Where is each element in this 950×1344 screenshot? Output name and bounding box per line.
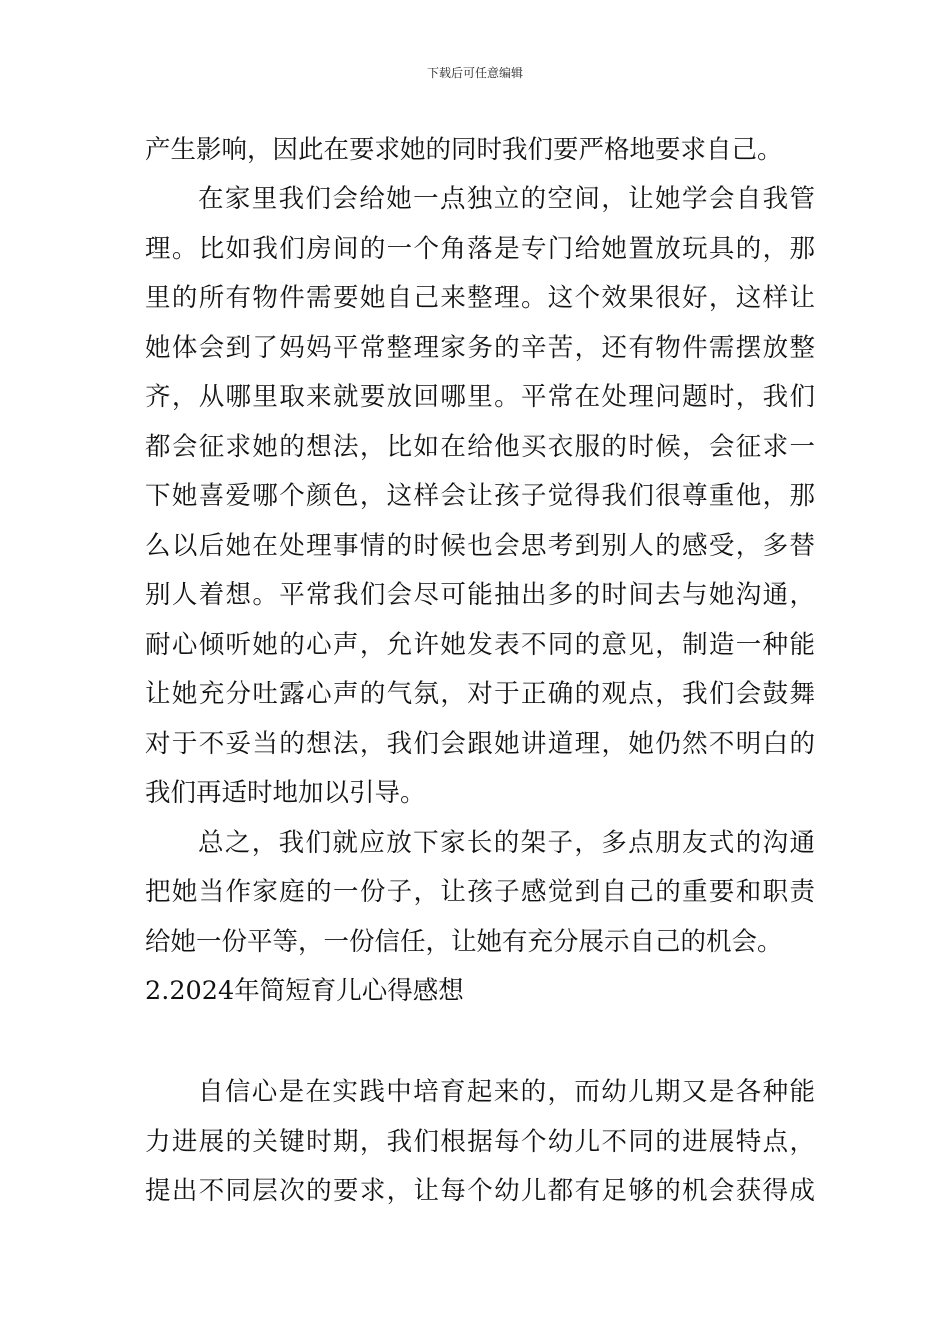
paragraph-line: 都会征求她的想法，比如在给他买衣服的时候，会征求一 xyxy=(145,432,815,462)
paragraph-line: 我们再适时地加以引导。 xyxy=(145,778,426,808)
paragraph-line: 理。比如我们房间的一个角落是专门给她置放玩具的，那 xyxy=(145,234,815,264)
paragraph-line: 力进展的关键时期，我们根据每个幼儿不同的进展特点， xyxy=(145,1127,815,1157)
paragraph-line: 给她一份平等，一份信任，让她有充分展示自己的机会。 xyxy=(145,927,783,957)
paragraph-line: 提出不同层次的要求，让每个幼儿都有足够的机会获得成 xyxy=(145,1176,815,1206)
paragraph-line: 她体会到了妈妈平常整理家务的辛苦，还有物件需摆放整 xyxy=(145,333,815,363)
paragraph-line: 让她充分吐露心声的气氛，对于正确的观点，我们会鼓舞 xyxy=(145,679,815,709)
paragraph-line: 对于不妥当的想法，我们会跟她讲道理，她仍然不明白的 xyxy=(145,729,815,759)
paragraph-line: 么以后她在处理事情的时候也会思考到别人的感受，多替 xyxy=(145,531,815,561)
page-header-note: 下载后可任意编辑 xyxy=(426,66,523,80)
paragraph-line: 别人着想。平常我们会尽可能抽出多的时间去与她沟通， xyxy=(145,580,815,610)
paragraph-line: 里的所有物件需要她自己来整理。这个效果很好，这样让 xyxy=(145,283,815,313)
paragraph-line: 把她当作家庭的一份子，让孩子感觉到自己的重要和职责 xyxy=(145,877,815,907)
paragraph-line: 耐心倾听她的心声，允许她发表不同的意见，制造一种能 xyxy=(145,630,815,660)
paragraph-line: 总之，我们就应放下家长的架子，多点朋友式的沟通 xyxy=(198,828,815,858)
paragraph-line: 在家里我们会给她一点独立的空间，让她学会自我管 xyxy=(198,184,815,214)
paragraph-line: 产生影响，因此在要求她的同时我们要严格地要求自己。 xyxy=(145,135,783,165)
paragraph-line: 下她喜爱哪个颜色，这样会让孩子觉得我们很尊重他，那 xyxy=(145,481,815,511)
paragraph-line: 自信心是在实践中培育起来的，而幼儿期又是各种能 xyxy=(198,1077,815,1107)
paragraph-line: 齐，从哪里取来就要放回哪里。平常在处理问题时，我们 xyxy=(145,382,815,412)
section-heading: 2.2024年简短育儿心得感想 xyxy=(145,976,464,1006)
